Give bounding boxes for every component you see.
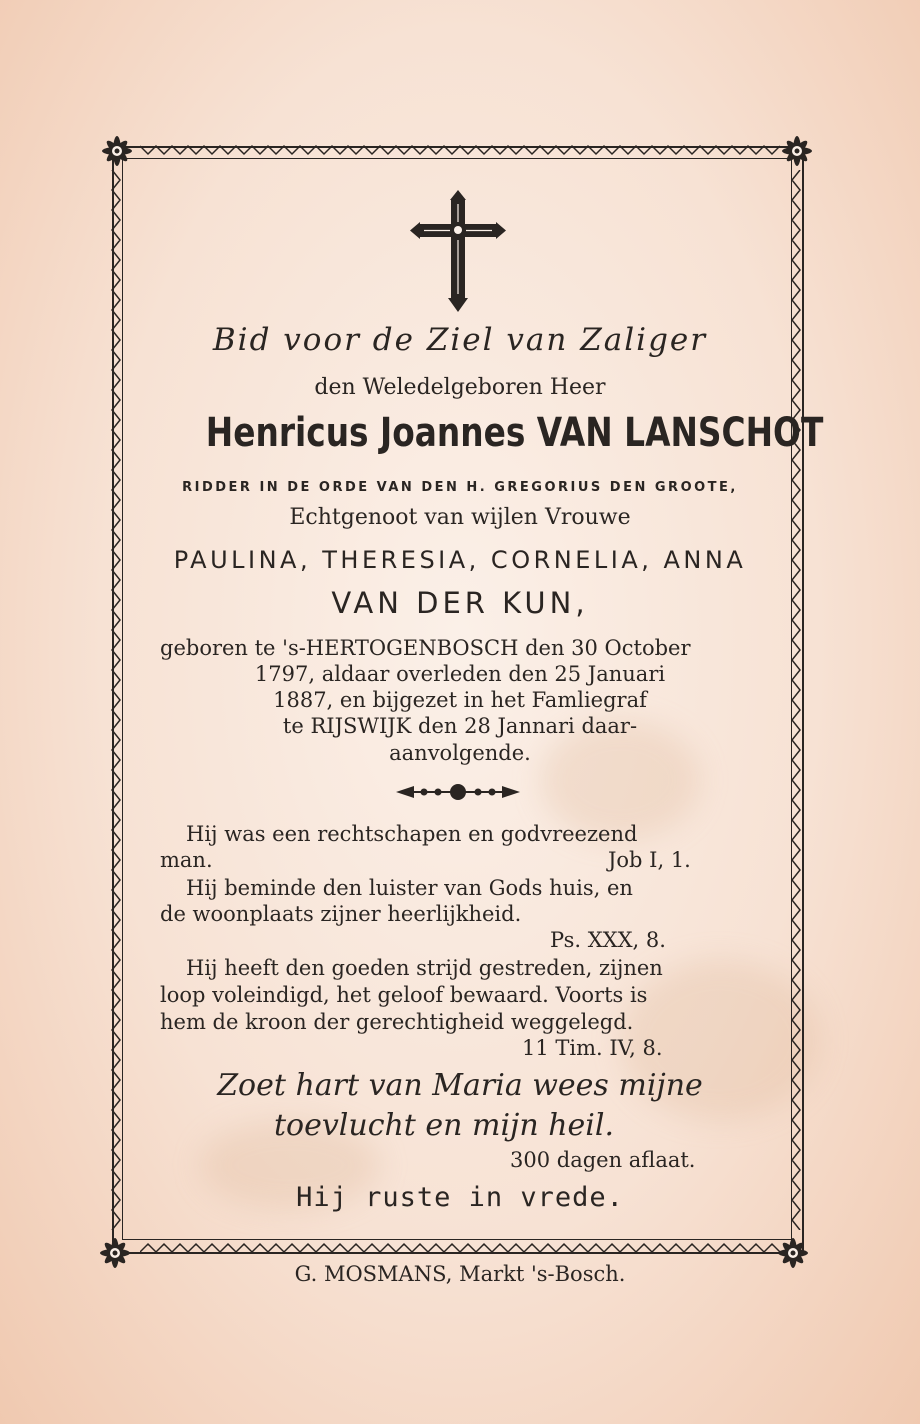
right-border-ornament xyxy=(790,170,804,1230)
quote-line: Hij beminde den luister van Gods huis, en xyxy=(186,876,633,900)
spouse-intro: Echtgenoot van wijlen Vrouwe xyxy=(289,505,631,530)
quote-reference: Ps. XXX, 8. xyxy=(550,928,666,952)
indulgence: 300 dagen aflaat. xyxy=(510,1148,696,1172)
quote-line: Hij heeft den goeden strijd gestreden, zijnen xyxy=(186,956,663,980)
quote-line: man. xyxy=(160,848,213,872)
spouse-given-names: PAULINA, THERESIA, CORNELIA, ANNA xyxy=(173,546,747,574)
corner-rosette-icon xyxy=(780,134,814,168)
bio-line: 1797, aldaar overleden den 25 Januari xyxy=(254,662,666,686)
bio-line: 1887, en bijgezet in het Famliegraf xyxy=(273,688,647,712)
quote-line: hem de kroon der gerechtigheid weggelegd. xyxy=(160,1010,634,1034)
bio-line: geboren te 's-HERTOGENBOSCH den 30 October xyxy=(160,636,691,660)
invocation-line: Zoet hart van Maria wees mijne xyxy=(217,1068,703,1103)
bio-line: te RIJSWIJK den 28 Jannari daar- xyxy=(282,714,638,738)
printer-imprint: G. MOSMANS, Markt 's-Bosch. xyxy=(294,1262,626,1286)
closing-line: Hij ruste in vrede. xyxy=(296,1182,624,1213)
quote-reference: 11 Tim. IV, 8. xyxy=(522,1036,663,1060)
quote-reference: Job I, 1. xyxy=(608,848,691,872)
header-prayer: Bid voor de Ziel van Zaliger xyxy=(212,322,708,358)
left-border-ornament xyxy=(108,170,122,1230)
bottom-border-ornament xyxy=(140,1242,780,1256)
cross-icon xyxy=(410,190,506,312)
ornament-divider-icon xyxy=(396,780,520,804)
invocation-line: toevlucht en mijn heil. xyxy=(273,1108,615,1143)
quote-line: loop voleindigd, het geloof bewaard. Voorts is xyxy=(160,983,648,1007)
quote-line: Hij was een rechtschapen en godvreezend xyxy=(186,822,638,846)
bio-line: aanvolgende. xyxy=(389,741,531,765)
distinction: RIDDER IN DE ORDE VAN DEN H. GREGORIUS DEN GROOTE, xyxy=(182,480,738,495)
top-border-ornament xyxy=(140,142,780,156)
deceased-name: Henricus Joannes VAN LANSCHOT xyxy=(205,410,824,456)
quote-line: de woonplaats zijner heerlijkheid. xyxy=(160,902,522,926)
spouse-surname: VAN DER KUN, xyxy=(331,586,589,620)
corner-rosette-icon xyxy=(100,134,134,168)
honorific: den Weledelgeboren Heer xyxy=(314,375,606,400)
